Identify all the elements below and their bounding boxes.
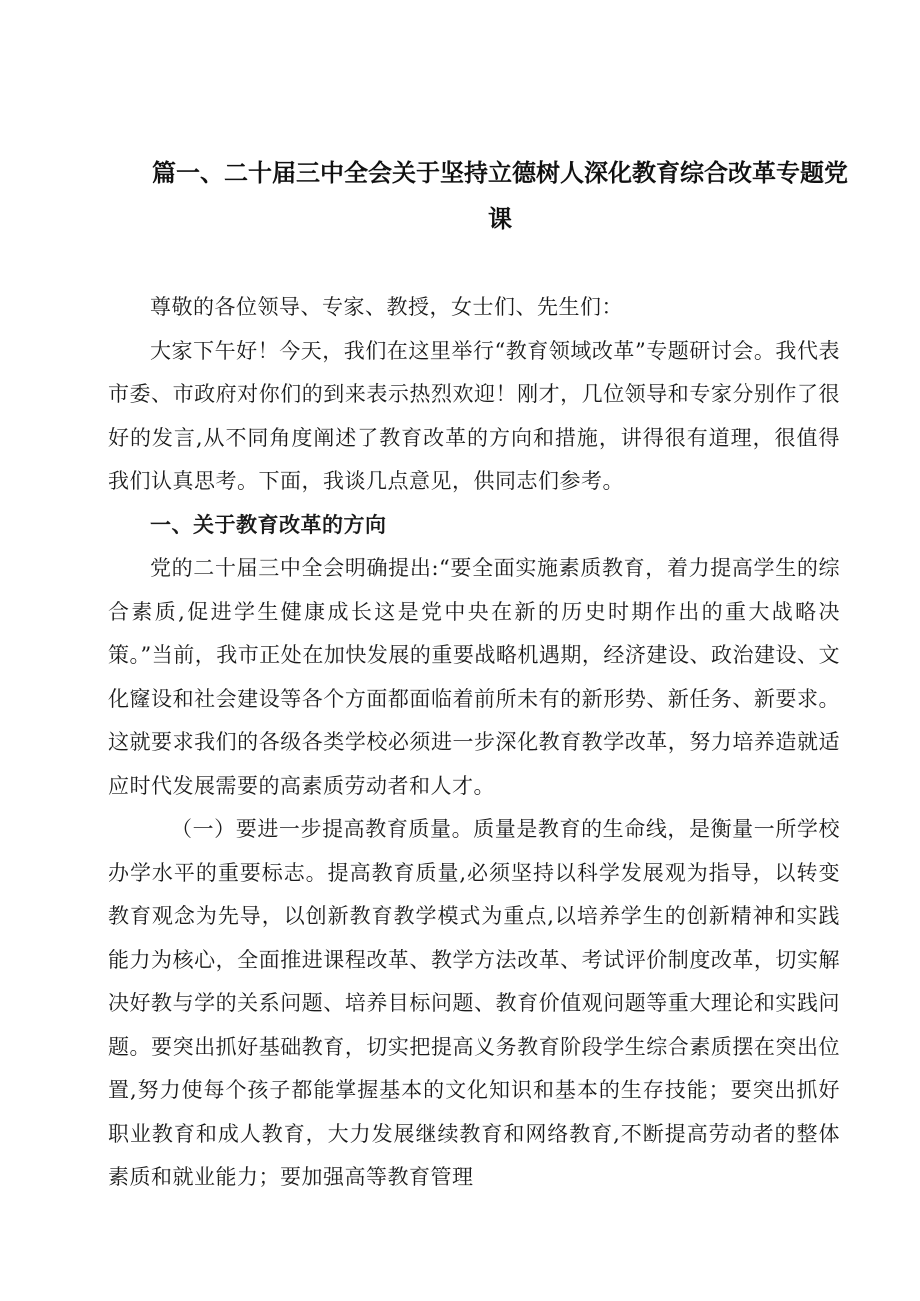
document-title xyxy=(150,150,850,242)
title-line-1: 篇一、二十届三中全会关于坚持立德树人深化教育综合改革专题党 xyxy=(152,159,848,187)
section-heading: 一、关于教育改革的方向 xyxy=(150,512,387,537)
title-line-2: 课 xyxy=(488,205,512,233)
paragraph-greeting: 大家下午好！今天，我们在这里举行“教育领域改革”专题研讨会。我代表市委、市政府对你们的到来表示热烈欢迎！刚才，几位领导和专家分别作了很好的发言,从不同角度阐述了教育改革的方向和措施，讲得很有道理，很值得我们认真思考。下面，我谈几点意见，供同志们参考。 xyxy=(108,338,840,493)
salutation: 尊敬的各位领导、专家、教授，女士们、先生们： xyxy=(150,295,623,319)
paragraph-quality: （一）要进一步提高教育质量。质量是教育的生命线，是衡量一所学校办学水平的重要标志。提高教育质量,必须坚持以科学发展观为指导，以转变教育观念为先导，以创新教育教学模式为重点,以培养学生的创新精神和实践能力为核心，全面推进课程改革、教学方法改革、考试评价制度改革，切实解决好教与学的关系问题、培养目标问题、教育价值观问题等重大理论和实践问题。要突出抓好基础教育，切实把提高义务教育阶段学生综合素质摆在突出位置,努力使每个孩子都能掌握基本的文化知识和基本的生存技能；要突出抓好职业教育和成人教育，大力发展继续教育和网络教育,不断提高劳动者的整体素质和就业能力；要加强高等教育管理 xyxy=(108,817,840,1189)
document-body xyxy=(108,286,840,1200)
paragraph-direction: 党的二十届三中全会明确提出:“要全面实施素质教育，着力提高学生的综合素质,促进学生健康成长这是党中央在新的历史时期作出的重大战略决策。”当前，我市正处在加快发展的重要战略机遇期，经济建设、政治建设、文化窿设和社会建设等各个方面都面临着前所未有的新形势、新任务、新要求。这就要求我们的各级各类学校必须进一步深化教育教学改革，努力培养造就适应时代发展需要的高素质劳动者和人才。 xyxy=(108,556,840,798)
